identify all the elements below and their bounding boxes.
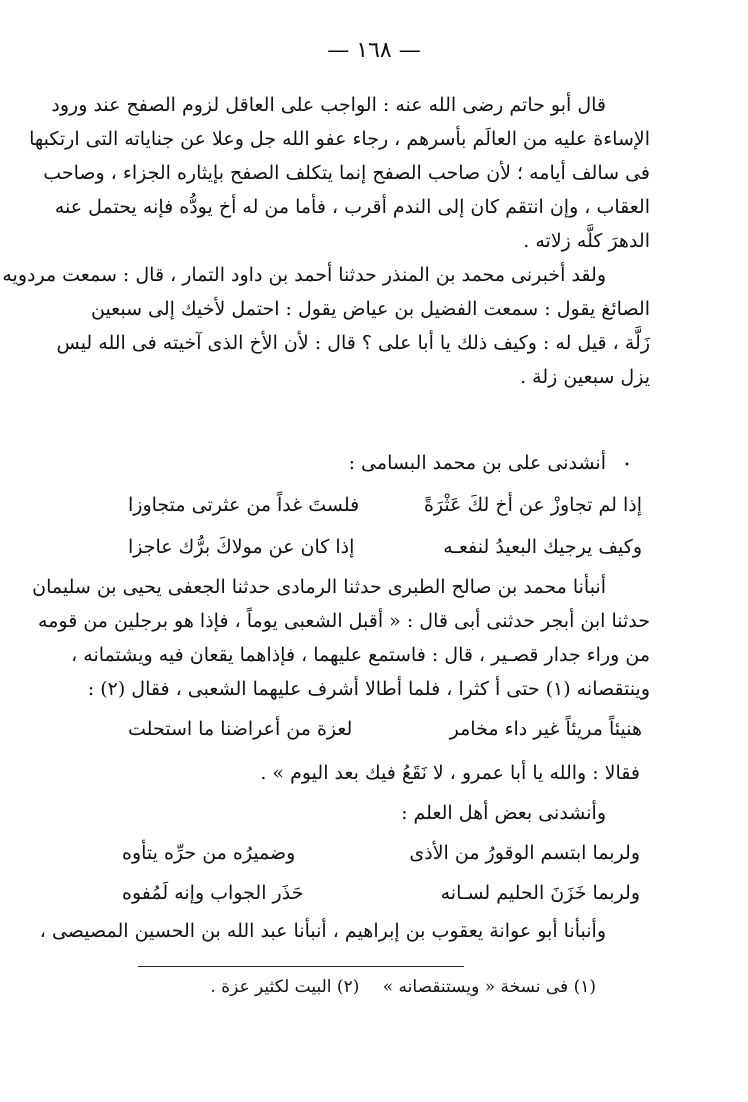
verse-second-hemistich: وضميرُه من حرِّه يتأوه bbox=[122, 842, 296, 864]
verse-second-hemistich: حَذَر الجواب وإنه لَمُفوه bbox=[122, 882, 304, 904]
margin-dot: • bbox=[624, 460, 630, 471]
text-line: حدثنا ابن أبجر حدثنى أبى قال : « أقبل الشعبى يوماً ، فإذا هو برجلين من قومه bbox=[38, 610, 650, 632]
text-line: الدهرَ كلَّه زلاته . bbox=[523, 230, 650, 252]
poem-verse bbox=[128, 712, 642, 746]
text-line: ولقد أخبرنى محمد بن المنذر حدثنا أحمد بن داود التمار ، قال : سمعت مردويه bbox=[2, 264, 606, 286]
footnotes bbox=[192, 972, 596, 1002]
verse-first-hemistich: ولربما ابتسم الوقورُ من الأذى bbox=[409, 842, 640, 864]
poem-verse bbox=[128, 488, 642, 522]
verse-second-hemistich: فلستَ غداً من عثرتى متجاوزا bbox=[128, 494, 360, 516]
footnote-divider bbox=[138, 966, 464, 967]
verse-first-hemistich: هنيئاً مريئاً غير داء مخامر bbox=[449, 718, 642, 740]
poem-verse bbox=[122, 836, 640, 870]
text-line: أنبأنا محمد بن صالح الطبرى حدثنا الرمادى حدثنا الجعفى يحيى بن سليمان bbox=[32, 576, 606, 598]
text-line: وأنبأنا أبو عوانة يعقوب بن إبراهيم ، أنبأنا عبد الله بن الحسين المصيصى ، bbox=[39, 920, 606, 942]
footnote-1: (١) فى نسخة « ويستنقصانه » bbox=[382, 977, 596, 997]
text-line: فى سالف أيامه ؛ لأن صاحب الصفح إنما يتكلف الصفح بإيثاره الجزاء ، وصاحب bbox=[43, 162, 650, 184]
verse-first-hemistich: ولربما خَزَنَ الحليم لسـانه bbox=[440, 882, 640, 904]
text-line: من وراء جدار قصـير ، قال : فاستمع عليهما ، فإذاهما يقعان فيه ويشتمانه ، bbox=[71, 644, 650, 666]
page-number: — ١٦٨ — bbox=[327, 38, 421, 63]
text-line: فقالا : والله يا أبا عمرو ، لا نَقَعُ فيك بعد اليوم » . bbox=[260, 762, 640, 784]
text-line: وأنشدنى بعض أهل العلم : bbox=[401, 802, 606, 824]
footnote-2: (٢) البيت لكثير عزة . bbox=[210, 977, 360, 997]
text-line: الصائغ يقول : سمعت الفضيل بن عياض يقول : احتمل لأخيك إلى سبعين bbox=[90, 298, 650, 320]
text-line: وينتقصانه (١) حتى أ كثرا ، فلما أطالا أشرف عليهما الشعبى ، فقال (٢) : bbox=[87, 678, 650, 700]
verse-first-hemistich: إذا لم تجاوزْ عن أخ لكَ عَثْرَةً bbox=[423, 494, 642, 516]
verse-second-hemistich: إذا كان عن مولاكَ برُّك عاجزا bbox=[128, 536, 355, 558]
text-line: قال أبو حاتم رضى الله عنه : الواجب على العاقل لزوم الصفح عند ورود bbox=[51, 94, 606, 116]
text-line: الإساءة عليه من العالَم بأسرهم ، رجاء عفو الله جل وعلا عن جناياته التى ارتكبها bbox=[29, 128, 650, 150]
text-line: العقاب ، وإن انتقم كان إلى الندم أقرب ، فأما من له أخ يودُّه فإنه يحتمل عنه bbox=[54, 196, 650, 218]
poem-verse bbox=[128, 530, 642, 564]
text-line: أنشدنى على بن محمد البسامى : bbox=[348, 452, 606, 474]
verse-first-hemistich: وكيف يرجيك البعيدُ لنفعـه bbox=[443, 536, 642, 558]
text-line: يزل سبعين زلة . bbox=[520, 366, 650, 388]
poem-verse bbox=[122, 876, 640, 910]
text-line: زَلَّة ، قيل له : وكيف ذلك يا أبا على ؟ قال : لأن الأخ الذى آخيته فى الله ليس bbox=[56, 332, 650, 354]
verse-second-hemistich: لعزة من أعراضنا ما استحلت bbox=[128, 718, 353, 740]
